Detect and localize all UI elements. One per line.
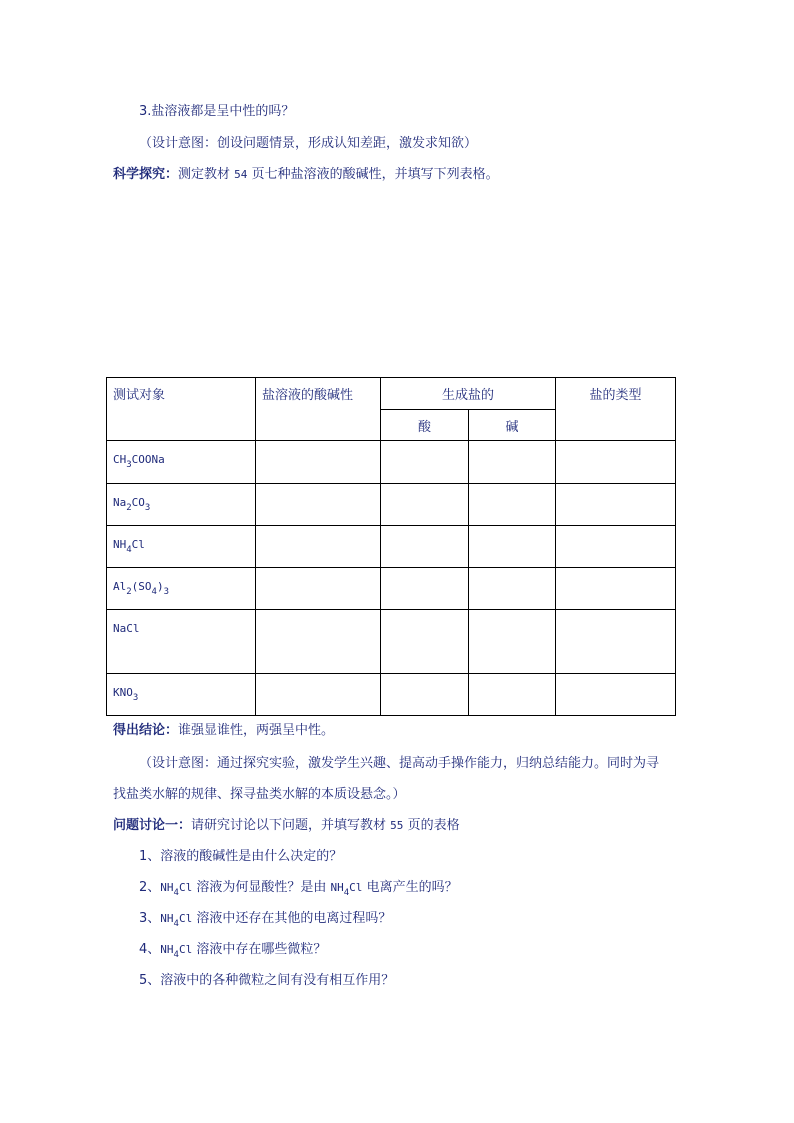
cell-acid[interactable] xyxy=(381,610,469,674)
cell-acidity[interactable] xyxy=(256,526,381,568)
cell-base[interactable] xyxy=(469,610,556,674)
cell-base[interactable] xyxy=(469,526,556,568)
salt-test-table xyxy=(106,377,676,716)
header-acidity: 盐溶液的酸碱性 xyxy=(256,378,381,441)
formula-ch3coona: $CH_3COONa$ xyxy=(107,441,256,484)
discussion-text-a: 请研究讨论以下问题，并填写教材 xyxy=(191,818,387,833)
cell-acid[interactable] xyxy=(381,568,469,610)
cell-type[interactable] xyxy=(556,610,676,674)
cell-acid[interactable] xyxy=(381,674,469,716)
header-base: 碱 xyxy=(469,410,556,441)
header-salt-type: 盐的类型 xyxy=(556,378,676,441)
formula-nacl: NaCl xyxy=(107,610,256,674)
design-intent-2-line1: （设计意图：通过探究实验，激发学生兴趣、提高动手操作能力，归纳总结能力。同时为寻 xyxy=(139,756,660,771)
cell-type[interactable] xyxy=(556,526,676,568)
cell-acidity[interactable] xyxy=(256,484,381,526)
cell-acidity[interactable] xyxy=(256,441,381,484)
cell-acid[interactable] xyxy=(381,441,469,484)
cell-type[interactable] xyxy=(556,674,676,716)
table-row xyxy=(107,610,676,674)
cell-acidity[interactable] xyxy=(256,674,381,716)
cell-acid[interactable] xyxy=(381,484,469,526)
discussion-page-num: 55 xyxy=(390,819,404,832)
formula-al2so43: $Al_2(SO_4)_3$ xyxy=(107,568,256,610)
table-row xyxy=(107,674,676,716)
discussion-question-2: 2、$NH_4Cl$ 溶液为何显酸性？是由 $NH_4Cl$ 电离产生的吗？ xyxy=(139,880,458,898)
cell-acid[interactable] xyxy=(381,526,469,568)
table-row xyxy=(107,484,676,526)
conclusion-label: 得出结论： xyxy=(113,723,179,738)
cell-type[interactable] xyxy=(556,568,676,610)
table-row xyxy=(107,526,676,568)
table-row xyxy=(107,568,676,610)
design-intent-1: （设计意图：创设问题情景，形成认知差距，激发求知欲） xyxy=(139,136,478,151)
header-forming-salt: 生成盐的 xyxy=(381,378,556,410)
discussion-label: 问题讨论一： xyxy=(113,818,192,833)
science-explore-line xyxy=(113,166,499,184)
conclusion-text: 谁强显谁性，两强呈中性。 xyxy=(178,723,335,738)
header-test-object: 测试对象 xyxy=(107,378,256,441)
cell-base[interactable] xyxy=(469,484,556,526)
cell-type[interactable] xyxy=(556,441,676,484)
discussion-question-4: 4、$NH_4Cl$ 溶液中存在哪些微粒？ xyxy=(139,942,327,960)
discussion-line xyxy=(113,817,460,835)
discussion-text-b: 页的表格 xyxy=(407,818,460,833)
cell-base[interactable] xyxy=(469,674,556,716)
cell-acidity[interactable] xyxy=(256,610,381,674)
cell-type[interactable] xyxy=(556,484,676,526)
explore-text-a: 测定教材 xyxy=(178,167,231,182)
question-3: 3.盐溶液都是呈中性的吗？ xyxy=(139,104,295,119)
cell-base[interactable] xyxy=(469,441,556,484)
formula-na2co3: $Na_2CO_3$ xyxy=(107,484,256,526)
formula-kno3: $KNO_3$ xyxy=(107,674,256,716)
header-acid: 酸 xyxy=(381,410,469,441)
design-intent-2-line2: 找盐类水解的规律、探寻盐类水解的本质设悬念。） xyxy=(113,787,406,802)
discussion-question-1: 1、溶液的酸碱性是由什么决定的？ xyxy=(139,849,343,864)
explore-page-num: 54 xyxy=(234,168,248,181)
cell-acidity[interactable] xyxy=(256,568,381,610)
cell-base[interactable] xyxy=(469,568,556,610)
conclusion-line xyxy=(113,722,334,740)
explore-label: 科学探究： xyxy=(113,167,179,182)
formula-nh4cl: $NH_4Cl$ xyxy=(107,526,256,568)
discussion-question-5: 5、溶液中的各种微粒之间有没有相互作用？ xyxy=(139,973,395,988)
table-row xyxy=(107,441,676,484)
discussion-question-3: 3、$NH_4Cl$ 溶液中还存在其他的电离过程吗？ xyxy=(139,911,392,929)
explore-text-b: 页七种盐溶液的酸碱性，并填写下列表格。 xyxy=(251,167,499,182)
